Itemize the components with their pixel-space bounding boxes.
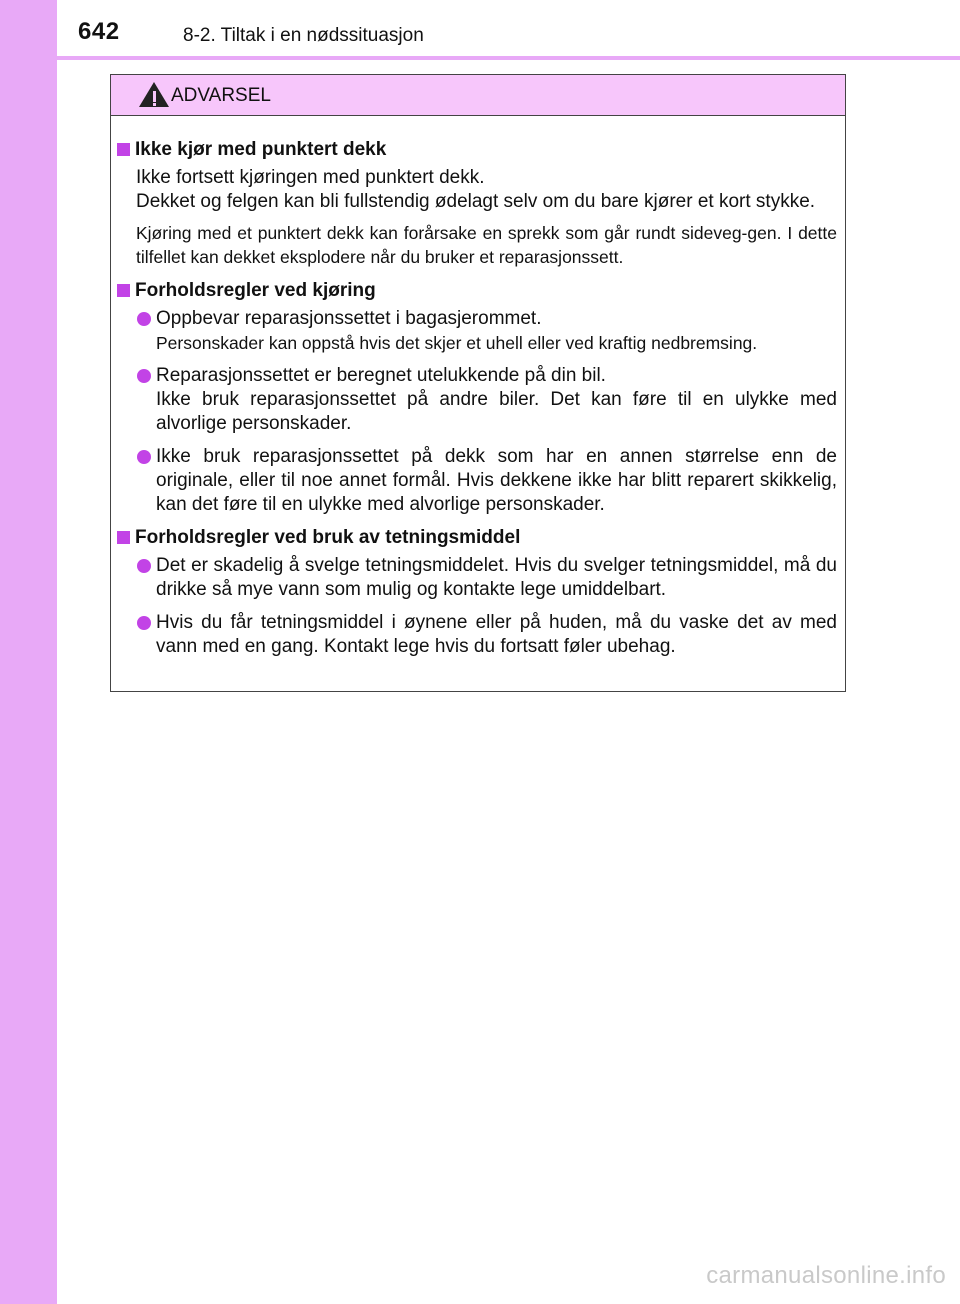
list-item-main: Ikke bruk reparasjonssettet på dekk som har en annen størrelse enn de originale, eller til noe annet formål. Hvis dekkene ikke har blitt reparert skikkelig, kan det føre til en ulykke med alvorlige personskader. <box>156 446 837 515</box>
page-number: 642 <box>78 18 120 45</box>
list-item-main: Hvis du får tetningsmiddel i øynene eller på huden, må du vaske det av med vann med en gang. Kontakt lege hvis du fortsatt føler ubehag. <box>156 612 837 657</box>
list-item-detail: Ikke bruk reparasjonssettet på andre biler. Det kan føre til en ulykke med alvorlige personskader. <box>156 389 837 434</box>
warning-icon-exclamation <box>153 91 156 102</box>
header-rule <box>57 56 960 60</box>
section-heading-text: Forholdsregler ved kjøring <box>135 280 376 301</box>
list-item <box>115 364 837 436</box>
round-bullet-icon <box>137 369 151 383</box>
warning-icon-dot <box>153 103 156 106</box>
list-item <box>115 611 837 659</box>
watermark: carmanualsonline.info <box>706 1262 946 1289</box>
round-bullet-icon <box>137 312 151 326</box>
square-bullet-icon <box>117 143 130 156</box>
paragraph-line: Dekket og felgen kan bli fullstendig ødelagt selv om du bare kjører et kort stykke. <box>136 191 816 212</box>
section-heading-text: Ikke kjør med punktert dekk <box>135 139 387 160</box>
section-heading-text: Forholdsregler ved bruk av tetningsmiddel <box>135 527 521 548</box>
square-bullet-icon <box>117 531 130 544</box>
list-item <box>115 445 837 517</box>
list-item-main: Oppbevar reparasjonssettet i bagasjerommet. <box>156 308 542 329</box>
warning-box <box>110 74 846 692</box>
warning-body <box>111 116 845 659</box>
list-item-main: Reparasjonssettet er beregnet utelukkende på din bil. <box>156 365 606 386</box>
paragraph: Kjøring med et punktert dekk kan forårsake en sprekk som går rundt sideveg-gen. I dette tilfellet kan dekket eksplodere når du bruker et reparasjonssett. <box>136 223 837 267</box>
list-item-main: Det er skadelig å svelge tetningsmiddelet. Hvis du svelger tetningsmiddel, må du drikke så mye vann som mulig og kontakte lege umiddelbart. <box>156 555 837 600</box>
list-item <box>115 307 837 355</box>
square-bullet-icon <box>117 284 130 297</box>
warning-title: ADVARSEL <box>171 85 271 106</box>
warning-header <box>111 75 845 116</box>
section-heading <box>115 526 837 550</box>
section-title: 8-2. Tiltak i en nødssituasjon <box>183 25 424 46</box>
paragraph <box>136 166 837 214</box>
round-bullet-icon <box>137 559 151 573</box>
round-bullet-icon <box>137 450 151 464</box>
paragraph-line: Ikke fortsett kjøringen med punktert dekk. <box>136 167 485 188</box>
list-item-detail: Personskader kan oppstå hvis det skjer et uhell eller ved kraftig nedbremsing. <box>156 333 758 353</box>
list-item <box>115 554 837 602</box>
round-bullet-icon <box>137 616 151 630</box>
section-heading <box>115 138 837 162</box>
section-heading <box>115 279 837 303</box>
side-band <box>0 0 57 1304</box>
